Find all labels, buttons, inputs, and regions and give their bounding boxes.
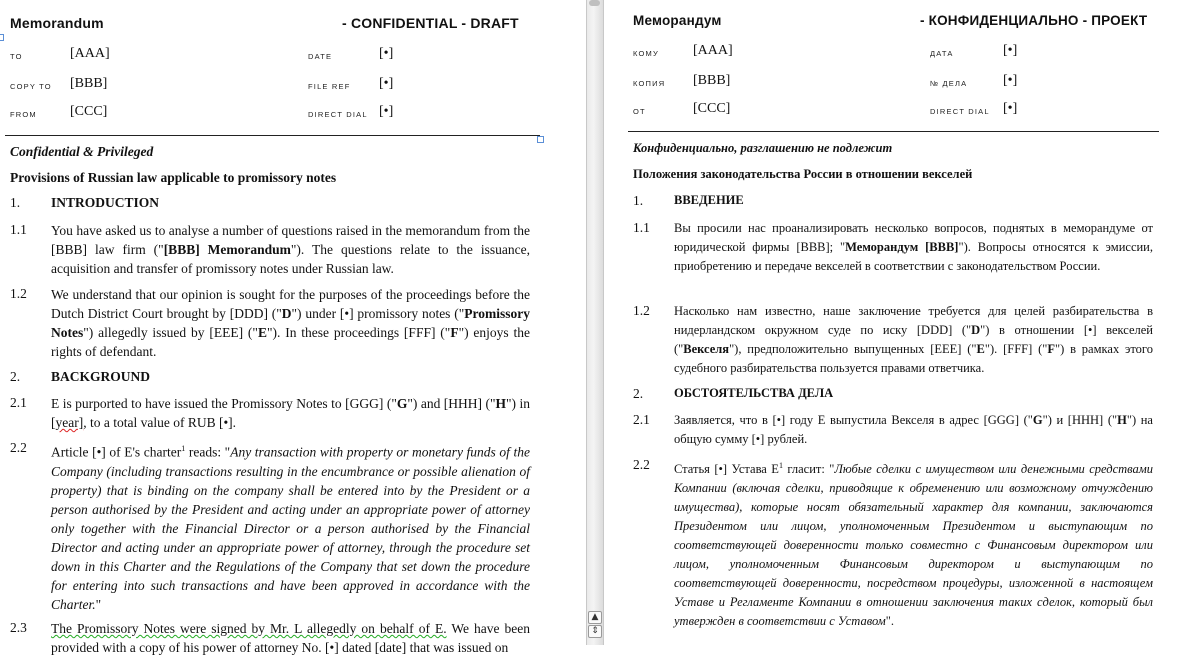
- copy-to-row: [0, 76, 586, 96]
- confidential-draft-heading: - КОНФИДЕНЦИАЛЬНО - ПРОЕКТ: [920, 13, 1148, 28]
- section-title-introduction: ВВЕДЕНИЕ: [674, 193, 744, 207]
- from-value: [CCC]: [70, 104, 108, 119]
- selection-handle[interactable]: [0, 34, 4, 41]
- split-toggle-button[interactable]: ⇕: [588, 625, 602, 638]
- english-document-pane[interactable]: [0, 0, 586, 655]
- date-value: [•]: [379, 46, 394, 61]
- paragraph-number: 1.2: [633, 303, 650, 318]
- confidential-privileged: Confidential & Privileged: [10, 144, 154, 159]
- selection-handle[interactable]: [537, 136, 544, 143]
- confidential-privileged: Конфиденциально, разглашению не подлежит: [633, 141, 893, 155]
- paragraph-number: 2.1: [10, 395, 27, 410]
- section-title-introduction: INTRODUCTION: [51, 195, 160, 210]
- date-value: [•]: [1003, 43, 1018, 58]
- section-title-background: ОБСТОЯТЕЛЬСТВА ДЕЛА: [674, 386, 834, 400]
- paragraph-number: 1.1: [10, 222, 27, 237]
- paragraph-number: 1.1: [633, 220, 650, 235]
- paragraph-number: 2.2: [10, 440, 27, 455]
- file-ref-value: [•]: [379, 76, 394, 91]
- from-label: FROM: [10, 110, 37, 119]
- file-ref-value: [•]: [1003, 73, 1018, 88]
- header-divider: [628, 131, 1159, 132]
- scroll-up-button[interactable]: ▲: [588, 611, 602, 624]
- copy-to-label: КОПИЯ: [633, 79, 666, 88]
- from-row: [604, 101, 1193, 121]
- paragraph-1-1: You have asked us to analyse a number of questions raised in the memorandum from the [BBB] law firm ("[BBB] Memorandum"). The questions relate to the issuance, acquisition and transfer of promissory notes under Russian law.: [51, 223, 531, 276]
- scrollbar-thumb[interactable]: [589, 0, 600, 6]
- split-scrollbar[interactable]: [586, 0, 604, 645]
- memo-subject: Положения законодательства России в отношении векселей: [633, 167, 973, 181]
- copy-to-label: COPY TO: [10, 82, 52, 91]
- to-row: [0, 46, 586, 66]
- paragraph-1-1: Вы просили нас проанализировать несколько вопросов, поднятых в меморандуме от юридической фирмы [BBB]; "Меморандум [BBB]"). Вопросы относятся к эмиссии, приобретению и передаче векселей в соответствии с законодательством России.: [674, 221, 1153, 273]
- file-ref-label: FILE REF: [308, 82, 351, 91]
- to-label: КОМУ: [633, 49, 659, 58]
- direct-dial-label: DIRECT DIAL: [308, 110, 368, 119]
- copy-to-value: [BBB]: [693, 73, 731, 88]
- direct-dial-value: [•]: [1003, 101, 1018, 116]
- direct-dial-value: [•]: [379, 104, 394, 119]
- section-number: 1.: [633, 193, 644, 208]
- from-row: [0, 104, 586, 124]
- header-divider: [5, 135, 540, 136]
- file-ref-label: № ДЕЛА: [930, 79, 968, 88]
- from-value: [CCC]: [693, 101, 731, 116]
- paragraph-number: 2.3: [10, 620, 27, 635]
- paragraph-2-3: The Promissory Notes were signed by Mr. L allegedly on behalf of E. We have been provided with a copy of his power of attorney No. [•] dated [date] that was issued on: [51, 621, 530, 655]
- to-row: [604, 43, 1193, 63]
- paragraph-number: 2.2: [633, 457, 650, 472]
- confidential-draft-heading: - CONFIDENTIAL - DRAFT: [342, 15, 519, 31]
- direct-dial-label: DIRECT DIAL: [930, 107, 990, 116]
- copy-to-value: [BBB]: [70, 76, 108, 91]
- section-title-background: BACKGROUND: [51, 369, 151, 384]
- paragraph-2-1: E is purported to have issued the Promissory Notes to [GGG] ("G") and [HHH] ("H") in [year], to a total value of RUB [•].: [51, 396, 530, 430]
- paragraph-1-2: Насколько нам известно, наше заключение требуется для целей разбирательства в нидерландском окружном суде по иску [DDD] ("D") в отношении [•] векселей ("Векселя"), предположительно выпущенных [EEE] ("E"). [FFF] ("F") в рамках этого судебного разбирательства пользуется правами ответчика.: [674, 304, 1153, 375]
- date-label: ДАТА: [930, 49, 954, 58]
- memo-subject: Provisions of Russian law applicable to promissory notes: [10, 170, 337, 185]
- copy-to-row: [604, 73, 1193, 93]
- paragraph-2-1: Заявляется, что в [•] году E выпустила Векселя в адрес [GGG] ("G") и [HHH] ("H") на общую сумму [•] рублей.: [674, 413, 1153, 446]
- paragraph-1-2: We understand that our opinion is sought for the purposes of the proceedings before the Dutch District Court brought by [DDD] ("D") under [•] promissory notes ("Promissory Notes") allegedly issued by [EEE] ("E"). In these proceedings [FFF] ("F") enjoys the rights of defendant.: [51, 287, 530, 359]
- date-label: DATE: [308, 52, 333, 61]
- from-label: ОТ: [633, 107, 646, 116]
- section-number: 2.: [633, 386, 644, 401]
- to-value: [AAA]: [693, 43, 733, 58]
- paragraph-2-2: Article [•] of E's charter$^1$ reads: "Any transaction with property or monetary funds of the Company (including transactions resulting in the encumbrance or possible alienation of property) that is binding on the company shall be entered into by the President or a person authorised by the President and acting under an appropriate power of attorney only together with the Financial Director or a person authorised by the Financial Director and acting under an appropriate power of attorney, through the procedure set down in this Charter and the Regulations of the Company that set down the procedure for entering into such transactions and have been approved in accordance with the Charter.": [51, 444, 530, 612]
- memo-heading: Меморандум: [633, 13, 722, 28]
- paragraph-number: 1.2: [10, 286, 27, 301]
- russian-document-pane[interactable]: [604, 0, 1193, 645]
- memo-heading: Memorandum: [10, 15, 104, 31]
- to-label: TO: [10, 52, 23, 61]
- section-number: 1.: [10, 195, 21, 210]
- paragraph-2-2: Статья [•] Устава $E^1$ гласит: "Любые сделки с имуществом или денежными средствами Компании (включая сделки, приводящие к обременению или возможному отчуждению имущества), которые носят обязательный характер для компании, заключаются Президентом или лицом, уполномоченным Президентом и выступающим по соответствующей доверенности только совместно с Финансовым директором или лицом, уполномоченным Финансовым директором и выступающим по соответствующей доверенности, посредством процедуры, изложенной в настоящем Уставе и Регламенте Компании в отношении заключения таких сделок, который был утвержден в соответствии с Уставом".: [674, 461, 1153, 629]
- paragraph-number: 2.1: [633, 412, 650, 427]
- to-value: [AAA]: [70, 46, 110, 61]
- section-number: 2.: [10, 369, 21, 384]
